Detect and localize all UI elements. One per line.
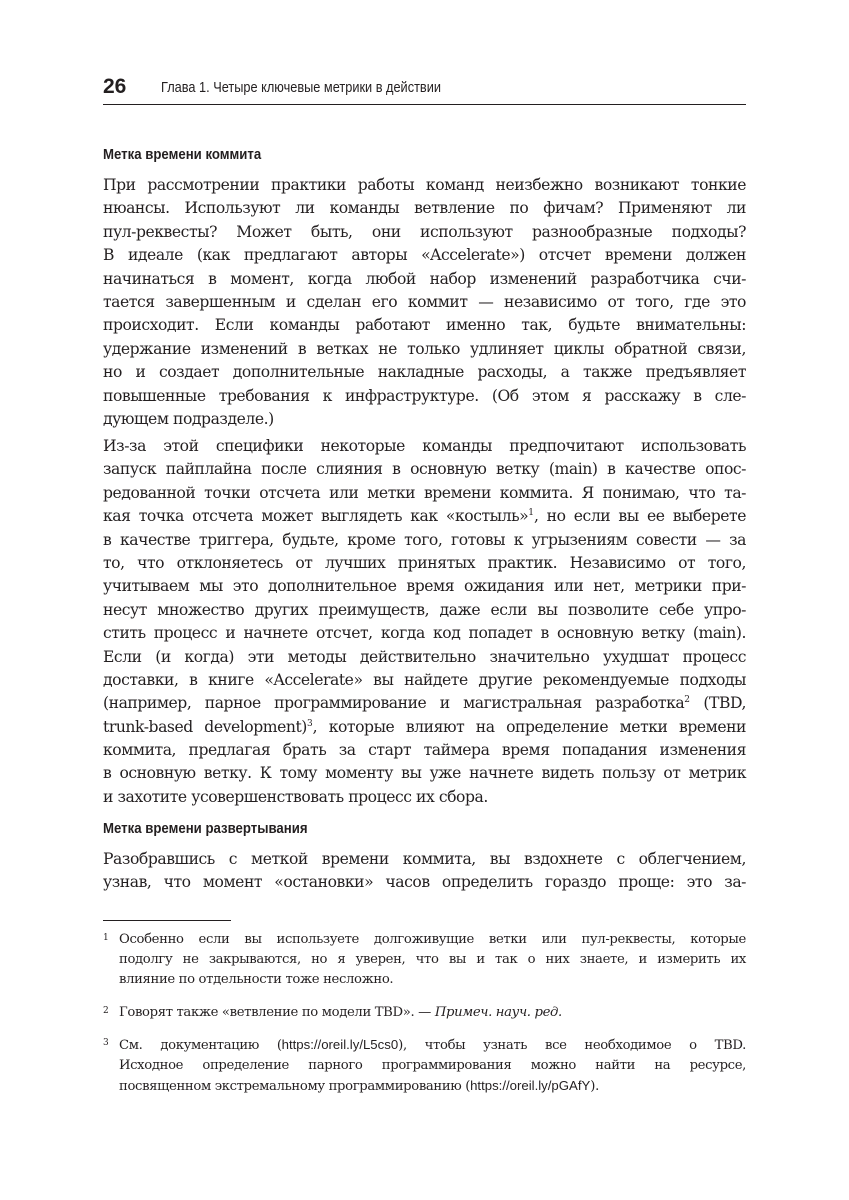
text-segment: , но если вы ее выберете: [533, 507, 746, 526]
footnote-line: влияние по отдельности тоже несложно.: [119, 972, 394, 988]
text-line: дующем подразделе.): [103, 409, 274, 428]
text-line: но и создает дополнительные накладные расходы, а также предъявляет: [103, 363, 746, 382]
footnote-2: [103, 1003, 746, 1023]
text-line: В идеале (как предлагают авторы «Accelerate») отсчет времени должен: [103, 246, 746, 265]
text-line: несут множество других преимуществ, даже если вы позволите себе упро-: [103, 600, 746, 619]
text-line: пул-реквесты? Может быть, они используют разнообразные подходы?: [103, 222, 746, 241]
text-line: запуск пайплайна после слияния в основную ветку (main) в качестве опос-: [103, 460, 746, 479]
footnote-line: подолгу не закрываются, но я уверен, что вы и так о них знаете, и измерить их: [119, 952, 746, 968]
text-line: учитываем мы это дополнительное время ожидания или нет, метрики при-: [103, 577, 746, 596]
text-line: узнав, что момент «остановки» часов определить гораздо проще: это за-: [103, 873, 746, 892]
page-header: [103, 74, 746, 105]
link-tbd-docs[interactable]: https://oreil.ly/L5cs0: [281, 1036, 399, 1052]
editor-note: Примеч. науч. ред.: [434, 1004, 562, 1020]
text-segment: (например, парное программирование и магистральная разработка: [103, 694, 685, 713]
text-line: доставки, в книге «Accelerate» вы найдете другие рекомендуемые подходы: [103, 670, 746, 689]
footnote-ref-2[interactable]: 2: [684, 695, 690, 706]
text-segment: ).: [590, 1079, 599, 1095]
text-line: редованной точки отсчета или метки времени коммита. Я понимаю, что та-: [103, 483, 746, 502]
footnote-mark: 3: [103, 1037, 109, 1048]
text-line: Разобравшись с меткой времени коммита, вы вздохнете с облегчением,: [103, 850, 746, 868]
footnote-1: [103, 930, 746, 991]
text-line: в качестве триггера, будьте, кроме того, готовы к угрызениям совести — за: [103, 530, 746, 549]
text-segment: Говорят также «ветвление по модели TBD». —: [119, 1004, 435, 1020]
text-line: [103, 505, 746, 528]
text-line: в основную ветку. К тому моменту вы уже начнете видеть пользу от метрик: [103, 764, 746, 783]
text-line: то, что отклоняетесь от лучших принятых практик. Независимо от того,: [103, 553, 746, 572]
text-line: стить процесс и начнете отсчет, когда код попадет в основную ветку (main).: [103, 624, 746, 643]
text-line: нюансы. Используют ли команды ветвление по фичам? Применяют ли: [103, 199, 746, 218]
text-line: коммита, предлагая брать за старт таймера время попадания изменения: [103, 741, 746, 760]
footnote-mark: 2: [103, 1005, 109, 1016]
text-line: Из-за этой специфики некоторые команды предпочитают использовать: [103, 437, 746, 455]
text-line: и захотите усовершенствовать процесс их сбора.: [103, 787, 488, 806]
text-line: удержание изменений в ветках не только удлиняет циклы обратной связи,: [103, 339, 746, 358]
footnote-ref-3[interactable]: 3: [306, 718, 313, 729]
text-segment: ), чтобы узнать все необходимое о TBD.: [398, 1037, 746, 1053]
section-heading-commit-timestamp: Метка времени коммита: [103, 146, 262, 163]
text-segment: (TBD,: [689, 694, 746, 713]
paragraph-commit-1: [103, 174, 746, 431]
page-number: 26: [103, 75, 127, 98]
text-segment: кая точка отсчета может выглядеть как «костыль»: [103, 507, 529, 526]
text-line: [103, 692, 746, 715]
text-segment: , которые влияют на определение метки времени: [312, 717, 746, 736]
footnote-3: [103, 1035, 746, 1098]
link-extreme-programming[interactable]: https://oreil.ly/pGAfY: [470, 1078, 591, 1094]
text-line: тается завершенным и сделан его коммит — независимо от того, где это: [103, 292, 746, 311]
footnote-mark: 1: [103, 933, 109, 943]
text-line: происходит. Если команды работают именно так, будьте внимательны:: [103, 316, 746, 335]
paragraph-deploy-1: [103, 848, 746, 895]
footnote-line: Исходное определение парного программирования можно найти на ресурсе,: [119, 1058, 746, 1074]
text-line: Если (и когда) эти методы действительно значительно ухудшат процесс: [103, 647, 746, 666]
text-line: начинаться в момент, когда любой набор изменений разработчика счи-: [103, 269, 746, 288]
text-line: При рассмотрении практики работы команд неизбежно возникают тонкие: [103, 176, 746, 194]
text-segment: trunk-based development): [103, 717, 307, 736]
section-heading-deploy-timestamp: Метка времени развертывания: [103, 820, 308, 837]
footnote-line: [119, 1035, 746, 1056]
footnote-ref-1[interactable]: 1: [528, 507, 534, 518]
footnote-line: [119, 1076, 746, 1097]
text-segment: посвященном экстремальному программированию (: [119, 1079, 471, 1095]
text-line: [103, 716, 746, 739]
paragraph-commit-2: [103, 435, 746, 809]
footnote-divider: [103, 920, 231, 921]
text-segment: См. документацию (: [119, 1037, 282, 1053]
running-head: Глава 1. Четыре ключевые метрики в действии: [161, 80, 441, 96]
text-line: повышенные требования к инфраструктуре. (Об этом я расскажу в сле-: [103, 386, 746, 405]
footnote-line: Особенно если вы используете долгоживущие ветки или пул-реквесты, которые: [119, 932, 746, 947]
footnotes: [103, 930, 746, 1100]
footnote-line: [119, 1003, 746, 1023]
